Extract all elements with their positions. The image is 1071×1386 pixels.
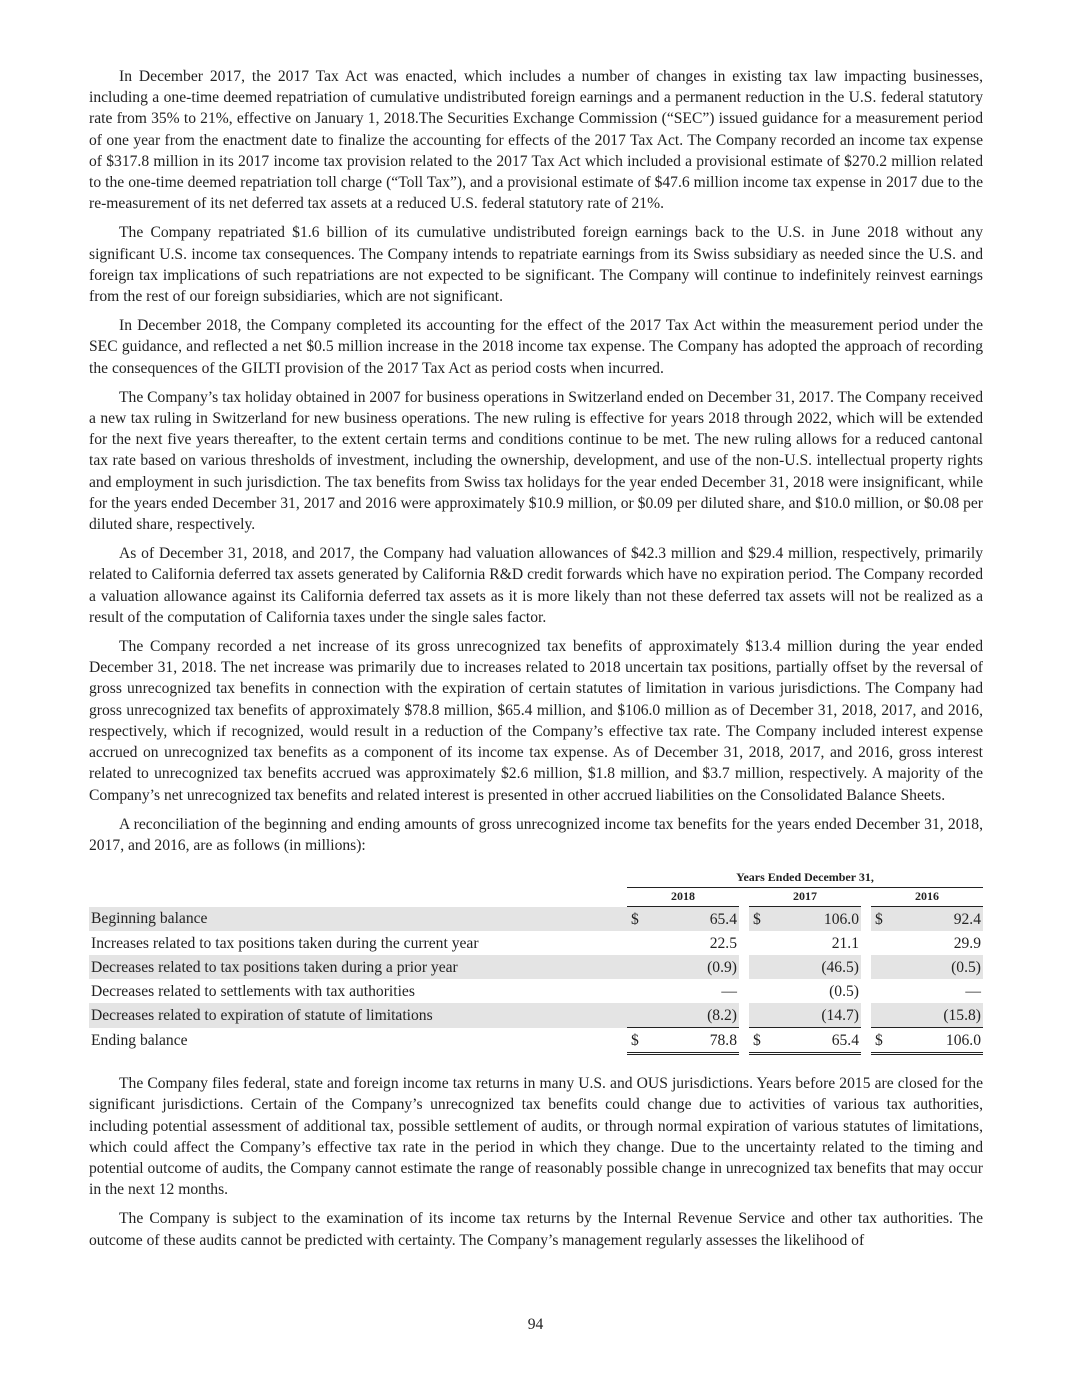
table-row	[89, 907, 983, 932]
column-gap	[739, 979, 749, 1003]
cell-value: 29.9	[953, 934, 981, 952]
paragraph: A reconciliation of the beginning and ending amounts of gross unrecognized income tax benefits for the years ended December 31, 2018, 2017, and 2016, are as follows (in millions):	[89, 815, 983, 854]
paragraph: The Company recorded a net increase of its gross unrecognized tax benefits of approximately $13.4 million during the year ended December 31, 2018. The net increase was primarily due to increases related to 2018 uncertain tax positions, partially offset by the reversal of gross unrecognized tax benefits in connection with the expiration of certain statutes of limitation in various jurisdictions. The Company had gross unrecognized tax benefits of approximately $78.8 million, $65.4 million, and $106.0 million as of December 31, 2018, 2017, and 2016, respectively, which if recognized, would result in a reduction of the Company’s effective tax rate. The Company included interest expense accrued on unrecognized tax benefits as a component of its income tax expense. As of December 31, 2018, 2017, and 2016, gross interest related to unrecognized tax benefits accrued was approximately $2.6 million, $1.8 million, and $3.7 million, respectively. A majority of the Company’s net unrecognized tax benefits and related interest is presented in other accrued liabilities on the Consolidated Balance Sheets.	[89, 638, 983, 804]
cell-value: 21.1	[831, 934, 859, 952]
year-header: 2018	[627, 888, 739, 907]
cell-value: 92.4	[891, 907, 983, 932]
row-label: Decreases related to settlements with tax authorities	[91, 982, 415, 1000]
cell-value: (15.8)	[891, 1003, 983, 1028]
currency-symbol: $	[871, 907, 891, 932]
row-label: Decreases related to tax positions taken during a prior year	[89, 955, 627, 979]
currency-symbol	[749, 931, 769, 955]
cell-value: 22.5	[709, 934, 737, 952]
table-row	[89, 1003, 983, 1028]
column-gap	[861, 931, 871, 955]
years-ended-header: Years Ended December 31,	[627, 870, 983, 888]
document-page	[89, 66, 983, 1259]
reconciliation-table-wrapper	[89, 870, 983, 1055]
paragraph: The Company files federal, state and foreign income tax returns in many U.S. and OUS jurisdictions. Years before 2015 are closed for the significant jurisdictions. Certain of the Company’s unrecognized tax benefits could change due to activities of various tax authorities, including potential assessment of additional tax, possible settlement of audits, or through normal expiration of various statutes of limitations, which could affect the Company’s effective tax rate in the period in which they change. Due to the uncertainty related to the timing and potential outcome of audits, the Company cannot estimate the range of reasonably possible change in unrecognized tax benefits that may occur in the next 12 months.	[89, 1075, 983, 1199]
table-row	[89, 1028, 983, 1054]
row-label: Ending balance	[91, 1032, 188, 1050]
column-gap	[861, 979, 871, 1003]
currency-symbol	[871, 955, 891, 979]
column-gap	[739, 1028, 749, 1054]
cell-value: 65.4	[647, 907, 739, 932]
column-gap	[739, 955, 749, 979]
row-label: Decreases related to expiration of statute of limitations	[89, 1003, 627, 1028]
currency-symbol: $	[749, 1028, 769, 1054]
cell-value: (8.2)	[647, 1003, 739, 1028]
paragraph: In December 2018, the Company completed its accounting for the effect of the 2017 Tax Act within the measurement period under the SEC guidance, and reflected a net $0.5 million increase in the 2018 income tax expense. The Company has adopted the approach of recording the consequences of the GILTI provision of the 2017 Tax Act as period costs when incurred.	[89, 317, 983, 377]
currency-symbol	[749, 1003, 769, 1028]
currency-symbol	[749, 955, 769, 979]
cell-value: —	[721, 982, 737, 1000]
currency-symbol: $	[871, 1028, 891, 1054]
paragraph: The Company is subject to the examination of its income tax returns by the Internal Revenue Service and other tax authorities. The outcome of these audits cannot be predicted with certainty. The Company’s management regularly assesses the likelihood of	[89, 1210, 983, 1249]
paragraph: In December 2017, the 2017 Tax Act was enacted, which includes a number of changes in existing tax law impacting businesses, including a one-time deemed repatriation of cumulative undistributed foreign earnings and a permanent reduction in the U.S. federal statutory rate from 35% to 21%, effective on January 1, 2018.The Securities Exchange Commission (“SEC”) issued guidance for a measurement period of one year from the enactment date to finalize the accounting for effects of the 2017 Tax Act. The Company recorded an income tax expense of $317.8 million in its 2017 income tax provision related to the 2017 Tax Act which included a provisional estimate of $270.2 million related to the one-time deemed repatriation toll charge (“Toll Tax”), and a provisional estimate of $47.6 million income tax expense in 2017 due to the re-measurement of its net deferred tax assets at a reduced U.S. federal statutory rate of 21%.	[89, 68, 983, 213]
table-years-row	[89, 888, 983, 907]
currency-symbol: $	[749, 907, 769, 932]
column-gap	[861, 907, 871, 932]
column-gap	[739, 907, 749, 932]
table-row	[89, 979, 983, 1003]
column-gap	[861, 1028, 871, 1054]
column-gap	[861, 1003, 871, 1028]
cell-value: —	[965, 982, 981, 1000]
cell-value: (14.7)	[769, 1003, 861, 1028]
cell-value: 106.0	[891, 1028, 983, 1054]
currency-symbol	[627, 1003, 647, 1028]
currency-symbol: $	[627, 1028, 647, 1054]
cell-value: 65.4	[769, 1028, 861, 1054]
cell-value: (0.5)	[829, 982, 859, 1000]
currency-symbol	[871, 979, 891, 1003]
column-gap	[861, 955, 871, 979]
currency-symbol	[627, 979, 647, 1003]
currency-symbol: $	[627, 907, 647, 932]
paragraph: The Company repatriated $1.6 billion of its cumulative undistributed foreign earnings back to the U.S. in June 2018 without any significant U.S. income tax consequences. The Company intends to repatriate earnings from its Swiss subsidiary as needed since the U.S. and foreign tax implications of such repatriations are not expected to be significant. The Company will continue to indefinitely reinvest earnings from the rest of our foreign subsidiaries, which are not significant.	[89, 224, 983, 306]
currency-symbol	[871, 931, 891, 955]
currency-symbol	[871, 1003, 891, 1028]
cell-value: (0.5)	[891, 955, 983, 979]
table-header-row	[89, 870, 983, 888]
year-header: 2016	[871, 888, 983, 907]
cell-value: (0.9)	[647, 955, 739, 979]
column-gap	[739, 1003, 749, 1028]
reconciliation-table	[89, 870, 983, 1055]
cell-value: 78.8	[647, 1028, 739, 1054]
table-row	[89, 931, 983, 955]
year-header: 2017	[749, 888, 861, 907]
paragraph: The Company’s tax holiday obtained in 2007 for business operations in Switzerland ended on December 31, 2017. The Company received a new tax ruling in Switzerland for new business operations. The new ruling is effective for years 2018 through 2022, which will be extended for the next five years thereafter, to the extent certain terms and conditions continue to be met. The new ruling allows for a reduced cantonal tax rate based on various thresholds of investment, including the ownership, development, and use of the non-U.S. intellectual property rights and employment in such jurisdiction. The tax benefits from Swiss tax holidays for the year ended December 31, 2018 were insignificant, while for the years ended December 31, 2017 and 2016 were approximately $10.9 million, or $0.09 per diluted share, and $10.0 million, or $0.08 per diluted share, respectively.	[89, 388, 983, 534]
row-label: Beginning balance	[89, 907, 627, 932]
currency-symbol	[627, 931, 647, 955]
table-row	[89, 955, 983, 979]
paragraph: As of December 31, 2018, and 2017, the Company had valuation allowances of $42.3 million and $29.4 million, respectively, primarily related to California deferred tax assets generated by California R&D credit forwards which have no expiration period. The Company recorded a valuation allowance against its California deferred tax assets as it is more likely than not these deferred tax assets will not be realized as a result of the computation of California taxes under the single sales factor.	[89, 545, 983, 626]
cell-value: 106.0	[769, 907, 861, 932]
currency-symbol	[749, 979, 769, 1003]
column-gap	[739, 931, 749, 955]
row-label: Increases related to tax positions taken during the current year	[91, 934, 479, 952]
cell-value: (46.5)	[769, 955, 861, 979]
currency-symbol	[627, 955, 647, 979]
page-number: 94	[527, 1316, 544, 1333]
